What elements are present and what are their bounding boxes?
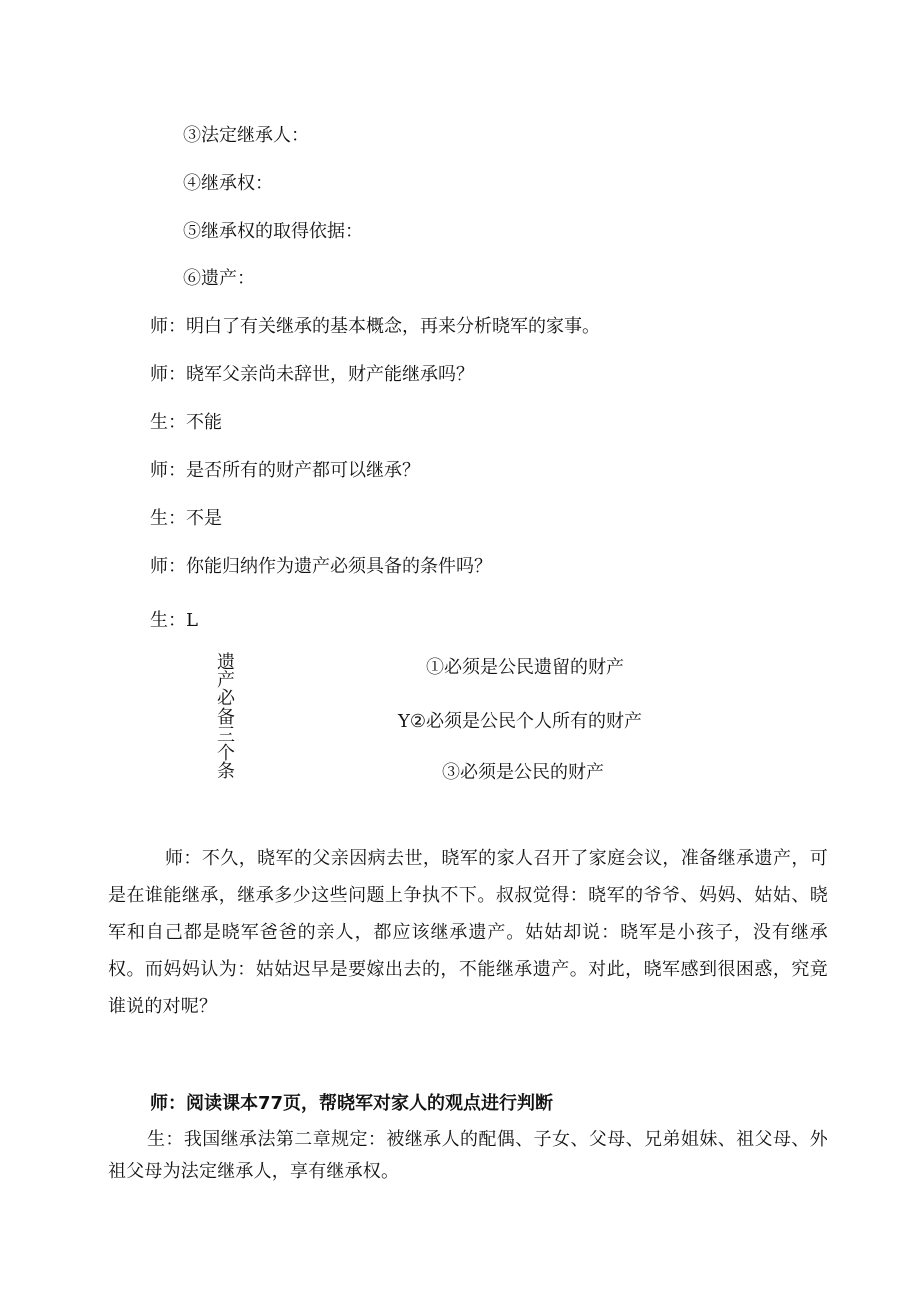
condition-1: ①必须是公民遗留的财产 [426,657,624,678]
item-right-basis: ⑤继承权的取得依据： [183,221,363,242]
dialogue-line: 师：明白了有关继承的基本概念，再来分析晓军的家事。 [150,316,600,337]
dialogue-line: 师：晓军父亲尚未辞世，财产能继承吗？ [150,364,474,385]
dialogue-line: 生：不能 [150,412,222,433]
law-paragraph: 生：我国继承法第二章规定：被继承人的配偶、子女、父母、兄弟姐妹、祖父母、外祖父母为法定继承人，享有继承权。 [108,1129,828,1182]
condition-2: Y②必须是公民个人所有的财产 [398,711,643,732]
dialogue-line: 生：L [150,610,198,631]
condition-3: ③必须是公民的财产 [442,762,604,783]
vertical-char: 三 [217,724,235,746]
vertical-label [214,654,238,781]
vertical-char: 产 [217,670,235,692]
vertical-char: 个 [217,743,235,765]
vertical-char: 遗 [217,652,235,673]
item-inheritance-right: ④继承权： [183,173,273,194]
vertical-char: 条 [217,761,235,783]
vertical-char: 必 [217,688,235,710]
item-estate: ⑥遗产： [183,268,255,289]
dialogue-line: 生：不是 [150,508,222,529]
dialogue-line: 师：是否所有的财产都可以继承？ [150,460,420,481]
story-paragraph: 师：不久，晓军的父亲因病去世，晓军的家人召开了家庭会议，准备继承遗产，可是在谁能继承，继承多少这些问题上争执不下。叔叔觉得：晓军的爷爷、妈妈、姑姑、晓军和自己都是晓军爸爸的亲人，都应该继承遗产。姑姑却说：晓军是小孩子，没有继承权。而妈妈认为：姑姑迟早是要嫁出去的，不能继承遗产。对此，晓军感到很困惑，究竟谁说的对呢？ [108,848,828,1017]
item-legal-heir: ③法定继承人： [183,125,309,146]
vertical-char: 备 [217,706,235,728]
reading-instruction: 师：阅读课本77页，帮晓军对家人的观点进行判断 [150,1093,554,1114]
dialogue-line: 师：你能归纳作为遗产必须具备的条件吗？ [150,556,492,577]
